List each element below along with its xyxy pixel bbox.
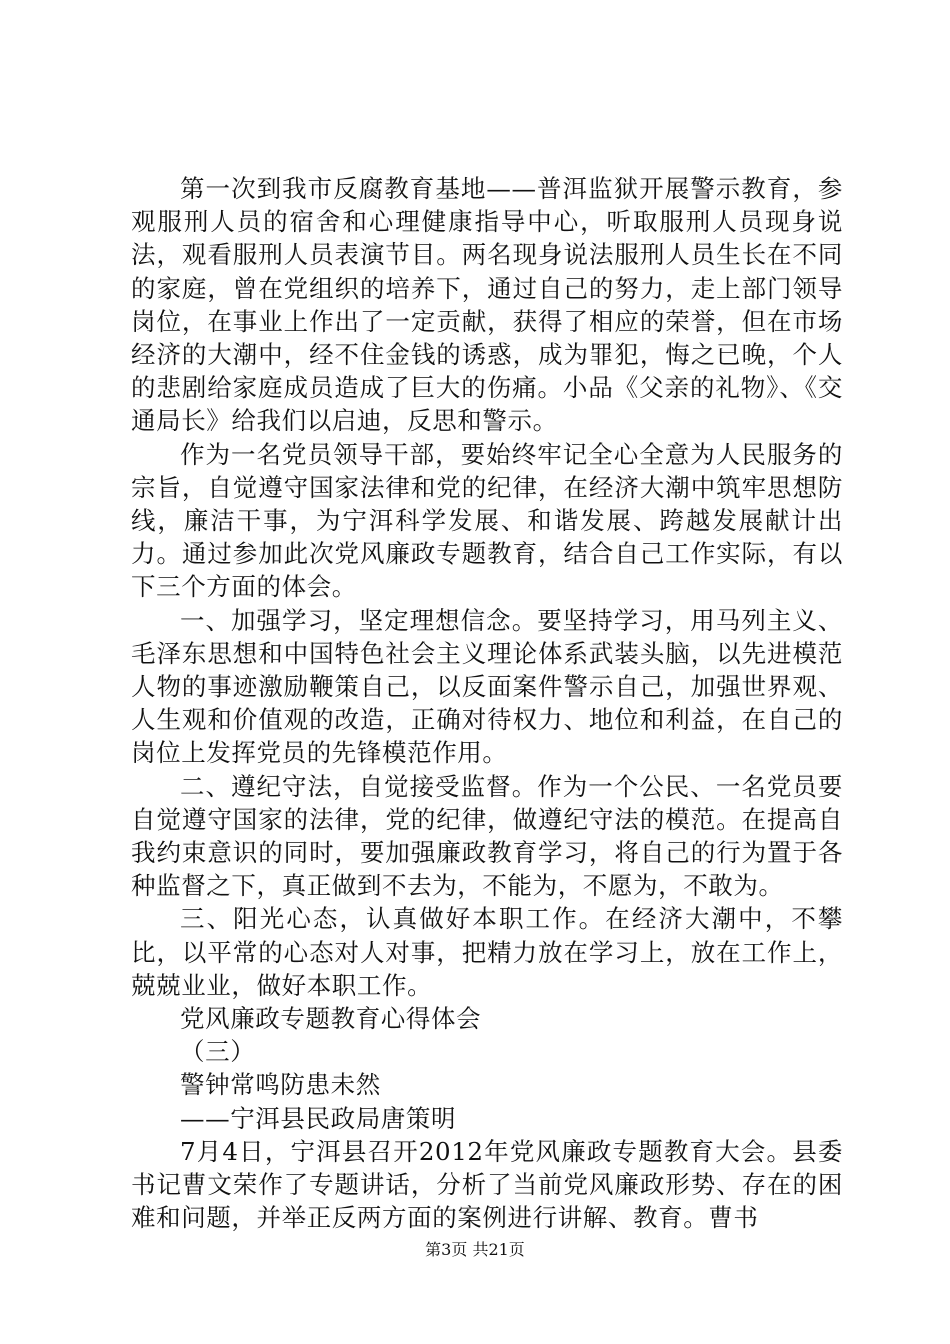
paragraph-cadre-commitment: 作为一名党员领导干部，要始终牢记全心全意为人民服务的宗旨，自觉遵守国家法律和党的纪律，在经济大潮中筑牢思想防线，廉洁干事，为宁洱科学发展、和谐发展、跨越发展献计出力。通过参加此次党风廉政专题教育，结合自己工作实际，有以下三个方面的体会。 bbox=[131, 439, 843, 602]
paragraph-warning-education: 第一次到我市反腐教育基地——普洱监狱开展警示教育，参观服刑人员的宿舍和心理健康指导中心，听取服刑人员现身说法，观看服刑人员表演节目。两名现身说法服刑人员生长在不同的家庭，曾在党组织的培养下，通过自己的努力，走上部门领导岗位，在事业上作出了一定贡献，获得了相应的荣誉，但在市场经济的大潮中，经不住金钱的诱惑，成为罪犯，悔之已晚，个人的悲剧给家庭成员造成了巨大的伤痛。小品《父亲的礼物》、《交通局长》给我们以启迪，反思和警示。 bbox=[131, 174, 843, 436]
section-subtitle: 警钟常鸣防患未然 bbox=[180, 1070, 381, 1100]
paragraph-point-two: 二、遵纪守法，自觉接受监督。作为一个公民、一名党员要自觉遵守国家的法律，党的纪律，做遵纪守法的模范。在提高自我约束意识的同时，要加强廉政教育学习，将自己的行为置于各种监督之下，真正做到不去为，不能为，不愿为，不敢为。 bbox=[131, 771, 843, 901]
paragraph-point-three: 三、阳光心态，认真做好本职工作。在经济大潮中，不攀比，以平常的心态对人对事，把精力放在学习上，放在工作上，兢兢业业，做好本职工作。 bbox=[131, 904, 843, 1000]
section-number: （三） bbox=[180, 1037, 256, 1067]
section-author: ——宁洱县民政局唐策明 bbox=[180, 1103, 457, 1133]
paragraph-point-one: 一、加强学习，坚定理想信念。要坚持学习，用马列主义、毛泽东思想和中国特色社会主义理论体系武装头脑，以先进模范人物的事迹激励鞭策自己，以反面案件警示自己，加强世界观、人生观和价值观的改造，正确对待权力、地位和利益，在自己的岗位上发挥党员的先锋模范作用。 bbox=[131, 605, 843, 768]
section-title: 党风廉政专题教育心得体会 bbox=[180, 1004, 482, 1034]
document-body bbox=[131, 172, 843, 1235]
paragraph-meeting-intro: 7月4日，宁洱县召开2012年党风廉政专题教育大会。县委书记曹文荣作了专题讲话，分析了当前党风廉政形势、存在的困难和问题，并举正反两方面的案例进行讲解、教育。曹书 bbox=[131, 1136, 843, 1233]
page-footer: 第3页 共21页 bbox=[425, 1240, 525, 1259]
